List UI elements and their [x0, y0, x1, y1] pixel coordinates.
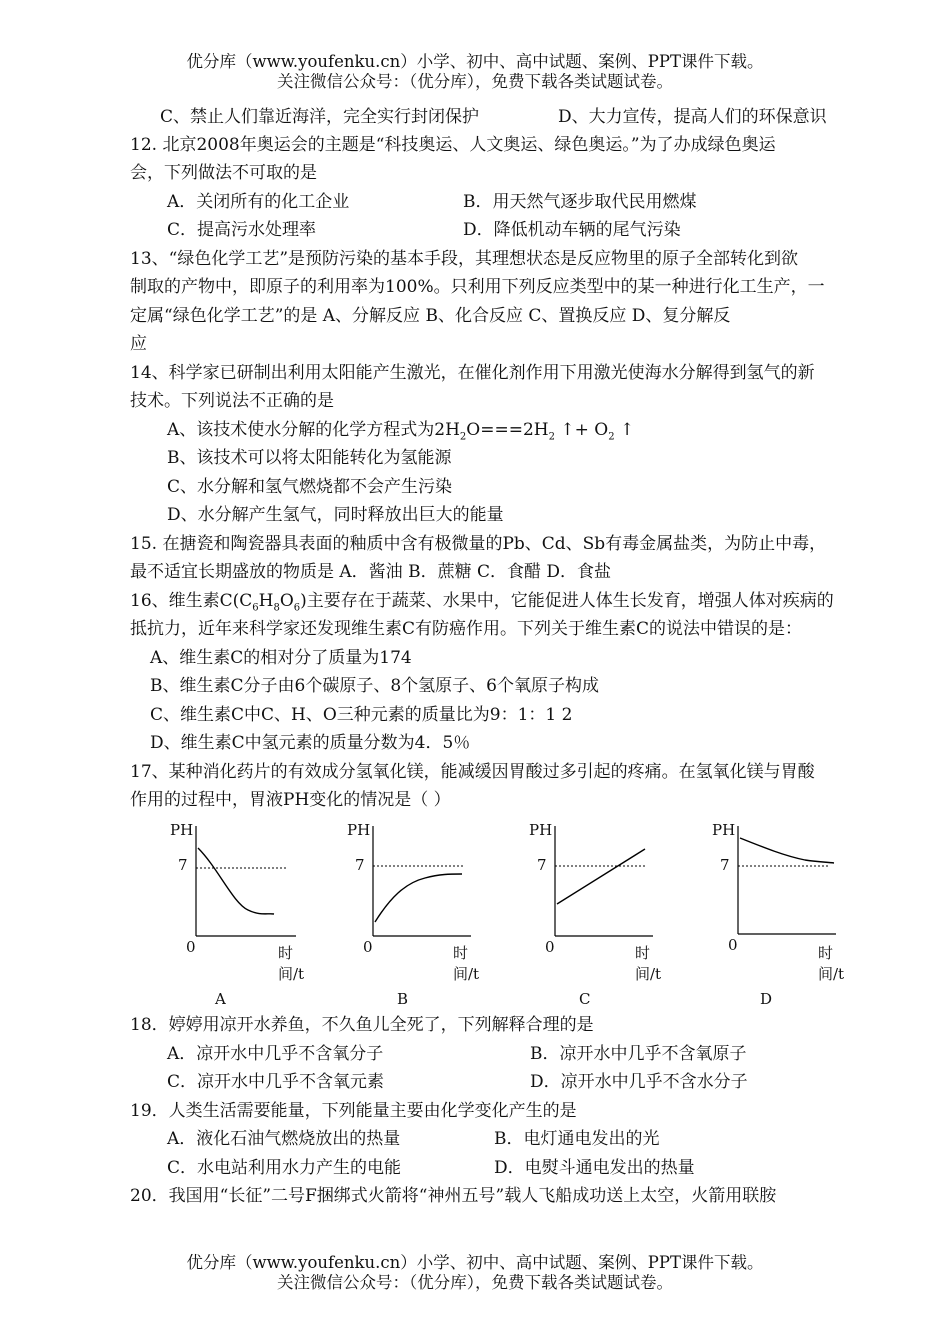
footer-line-1: 优分库（www.youfenku.cn）小学、初中、高中试题、案例、PPT课件下载。 [186, 1253, 764, 1272]
graph-d-option-label: D [760, 990, 773, 1008]
graph-d-y-label: PH [712, 821, 736, 839]
q15-stem-2: 最不适宜长期盛放的物质是 A．酱油 B．蔗糖 C．食醋 D．食盐 [130, 562, 612, 582]
q19-option-d: D．电熨斗通电发出的热量 [494, 1158, 695, 1178]
graph-b-y-label: PH [347, 821, 371, 839]
q14-stem-1: 14、科学家已研制出利用太阳能产生激光，在催化剂作用下用激光使海水分解得到氢气的新 [130, 363, 815, 383]
q14-option-d: D、水分解产生氢气，同时释放出巨大的能量 [167, 505, 504, 525]
q13-stem-1: 13、“绿色化学工艺”是预防污染的基本手段，其理想状态是反应物里的原子全部转化到欲 [130, 249, 799, 269]
q18-option-c: C．凉开水中几乎不含氧元素 [167, 1072, 385, 1092]
graph-d-origin: 0 [728, 936, 738, 954]
q14-stem-2: 技术。下列说法不正确的是 [130, 391, 334, 411]
graph-d-plot [710, 818, 850, 948]
q17-stem-2: 作用的过程中，胃液PH变化的情况是（ ） [130, 790, 451, 810]
q18-option-d: D．凉开水中几乎不含水分子 [530, 1072, 748, 1092]
q16-option-b: B、维生素C分子由6个碳原子、8个氢原子、6个氧原子构成 [150, 676, 599, 696]
graph-a-x-label: 时间/t [278, 944, 305, 983]
q19-option-a: A．液化石油气燃烧放出的热量 [167, 1129, 401, 1149]
q19-option-b: B．电灯通电发出的光 [494, 1129, 660, 1149]
q18-option-a: A．凉开水中几乎不含氧分子 [167, 1044, 384, 1064]
graph-c-plot [527, 818, 667, 948]
q13-stem-2: 制取的产物中，即原子的利用率为100%。只利用下列反应类型中的某一种进行化工生产，一 [130, 277, 825, 297]
graph-d-x-label: 时间/t [818, 944, 845, 983]
header-line-1: 优分库（www.youfenku.cn）小学、初中、高中试题、案例、PPT课件下载。 [186, 52, 764, 71]
graph-c-line [557, 849, 645, 904]
q11-option-c: C、禁止人们靠近海洋，完全实行封闭保护 [160, 107, 480, 127]
graph-c-y-label: PH [529, 821, 553, 839]
q14-option-b: B、该技术可以将太阳能转化为氢能源 [167, 448, 452, 468]
graph-d-ref-label: 7 [720, 856, 730, 874]
q14-option-c: C、水分解和氢气燃烧都不会产生污染 [167, 477, 453, 497]
q13-stem-3: 定属“绿色化学工艺”的是 A、分解反应 B、化合反应 C、置换反应 D、复分解反 [130, 306, 731, 326]
ph-graph-c [527, 818, 667, 1008]
graph-c-x-label: 时间/t [635, 944, 662, 983]
q12-option-c: C．提高污水处理率 [167, 220, 317, 240]
graph-b-x-label: 时间/t [453, 944, 480, 983]
ph-graph-d [710, 818, 850, 1008]
q16-stem-2: 抵抗力，近年来科学家还发现维生素C有防癌作用。下列关于维生素C的说法中错误的是： [130, 619, 803, 639]
ph-graph-a [168, 818, 308, 1008]
q12-option-b: B．用天然气逐步取代民用燃煤 [463, 192, 697, 212]
graph-b-plot [345, 818, 485, 948]
graph-a-plot [168, 818, 308, 948]
q13-stem-4: 应 [130, 334, 147, 354]
q12-stem-2: 会，下列做法不可取的是 [130, 163, 317, 183]
q18-stem: 18．婷婷用凉开水养鱼，不久鱼儿全死了，下列解释合理的是 [130, 1015, 594, 1035]
graph-a-ref-label: 7 [178, 856, 188, 874]
q19-option-c: C．水电站利用水力产生的电能 [167, 1158, 402, 1178]
q14-option-a: A、该技术使水分解的化学方程式为$2H_2O===2H_2$ ↑+ $O_2$ ↑ [167, 420, 635, 443]
q19-stem: 19．人类生活需要能量，下列能量主要由化学变化产生的是 [130, 1101, 577, 1121]
q16-option-d: D、维生素C中氢元素的质量分数为4．5％ [150, 733, 471, 753]
graph-c-option-label: C [579, 990, 591, 1008]
graph-a-option-label: A [215, 990, 226, 1008]
graph-b-ref-label: 7 [355, 856, 365, 874]
ph-graph-b [345, 818, 485, 1008]
q11-option-d: D、大力宣传，提高人们的环保意识 [558, 107, 827, 127]
graph-d-curve [740, 838, 834, 863]
graph-a-y-label: PH [170, 821, 194, 839]
graph-b-curve [375, 874, 462, 922]
q15-stem-1: 15. 在搪瓷和陶瓷器具表面的釉质中含有极微量的Pb、Cd、Sb有毒金属盐类，为防止中毒， [130, 534, 827, 554]
footer-line-2: 关注微信公众号：（优分库），免费下载各类试题试卷。 [277, 1273, 673, 1292]
header-line-2: 关注微信公众号：（优分库），免费下载各类试题试卷。 [277, 72, 673, 91]
graph-b-option-label: B [397, 990, 409, 1008]
q16-option-a: A、维生素C的相对分了质量为174 [150, 648, 412, 668]
q12-option-d: D．降低机动车辆的尾气污染 [463, 220, 681, 240]
q17-stem-1: 17、某种消化药片的有效成分氢氧化镁，能减缓因胃酸过多引起的疼痛。在氢氧化镁与胃酸 [130, 762, 815, 782]
graph-c-origin: 0 [545, 938, 555, 956]
q12-stem-1: 12. 北京2008年奥运会的主题是“科技奥运、人文奥运、绿色奥运。”为了办成绿色奥运 [130, 135, 776, 155]
graph-c-ref-label: 7 [537, 856, 547, 874]
q12-option-a: A．关闭所有的化工企业 [167, 192, 350, 212]
q20-stem: 20．我国用“长征”二号F捆绑式火箭将“神州五号”载人飞船成功送上太空，火箭用联胺 [130, 1186, 777, 1206]
q16-stem-1: 16、维生素$C(C_6H_8O_6)$主要存在于蔬菜、水果中，它能促进人体生长发育，增强人体对疾病的 [130, 591, 834, 614]
graph-a-origin: 0 [186, 938, 196, 956]
q16-option-c: C、维生素C中C、H、O三种元素的质量比为9：1：1 2 [150, 705, 573, 725]
q18-option-b: B．凉开水中几乎不含氧原子 [530, 1044, 747, 1064]
graph-a-curve [198, 848, 274, 914]
graph-b-origin: 0 [363, 938, 373, 956]
